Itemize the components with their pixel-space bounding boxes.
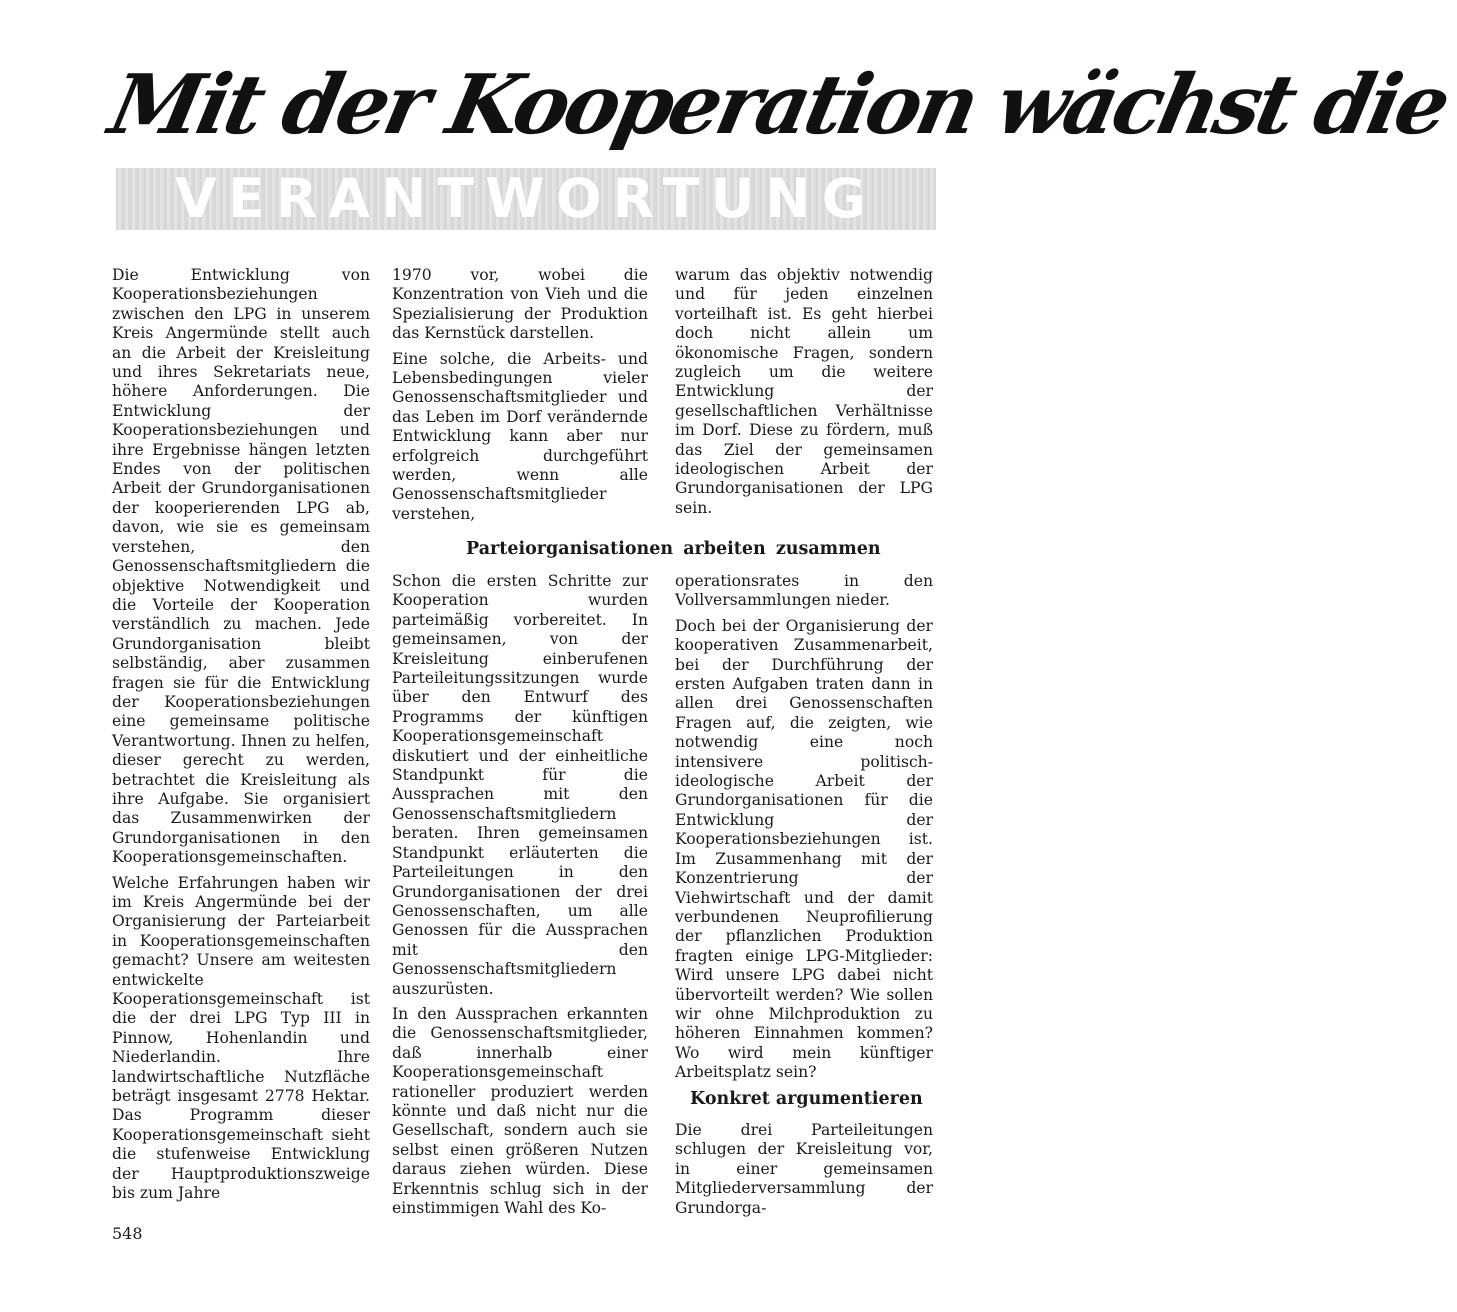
column-3-bottom [675,572,933,1089]
page-number: 548 [112,1224,143,1243]
paragraph: Eine solche, die Arbeits- und Lebensbedingungen vieler Genossenschaftsmitglieder und das Leben im Dorf verändernde Entwicklung kann aber nur erfolgreich durchgeführt werden, wenn alle Genossenschaftsmitglieder verstehen, [392,349,648,523]
column-2-top [392,266,648,530]
paragraph: Doch bei der Organisierung der kooperativen Zusammenarbeit, bei der Durchführung der ersten Aufgaben traten dann in allen drei Genossenschaften Fragen auf, die zeigten, wie notwendig eine noch intensivere politisch-ideologische Arbeit der Grundorganisationen für die Entwicklung der Kooperationsbeziehungen ist. Im Zusammenhang mit der Konzentrierung der Viehwirtschaft und der damit verbundenen Neuprofilierung der pflanzlichen Produktion fragten einige LPG-Mitglieder: Wird unsere LPG dabei nicht übervorteilt werden? Wie sollen wir ohne Milchproduktion zu höheren Einnahmen kommen? Wo wird mein künftiger Arbeitsplatz sein? [675,616,933,1082]
paragraph: Die drei Parteileitungen schlugen der Kreisleitung vor, in einer gemeinsamen Mitgliederversammlung der Grundorga- [675,1121,933,1217]
paragraph: In den Aussprachen erkannten die Genossenschaftsmitglieder, daß innerhalb einer Kooperationsgemeinschaft rationeller produziert werden könnte und daß nicht nur die Gesellschaft, sondern auch sie selbst einen größeren Nutzen daraus ziehen würden. Diese Erkenntnis schlug sich in der einstimmigen Wahl des Ko- [392,1004,648,1217]
headline-banner [116,168,936,230]
section-heading: Konkret argumentieren [690,1089,923,1109]
column-2-bottom [392,572,648,1224]
column-3-end [675,1121,933,1224]
paragraph: operationsrates in den Vollversammlungen nieder. [675,572,933,610]
paragraph: 1970 vor, wobei die Konzentration von Vieh und die Spezialisierung der Produktion das Kernstück darstellen. [392,266,648,343]
section-heading: Parteiorganisationen arbeiten zusammen [466,539,881,559]
headline-banner-word: VERANTWORTUNG [175,167,877,230]
paragraph: warum das objektiv notwendig und für jeden einzelnen vorteilhaft ist. Es geht hierbei doch nicht allein um ökonomische Fragen, sondern zugleich um die weitere Entwicklung der gesellschaftlichen Verhältnisse im Dorf. Diese zu fördern, muß das Ziel der gemeinsamen ideologischen Arbeit der Grundorganisationen der LPG sein. [675,266,933,517]
column-1 [112,266,370,1210]
paragraph: Welche Erfahrungen haben wir im Kreis Angermünde bei der Organisierung der Parteiarbeit in Kooperationsgemeinschaften gemacht? Unsere am weitesten entwickelte Kooperationsgemeinschaft ist die der drei LPG Typ III in Pinnow, Hohenlandin und Niederlandin. Ihre landwirtschaftliche Nutzfläche beträgt insgesamt 2778 Hektar. Das Programm dieser Kooperationsgemeinschaft sieht die stufenweise Entwicklung der Hauptproduktionszweige bis zum Jahre [112,873,370,1203]
paragraph: Die Entwicklung von Kooperationsbeziehungen zwischen den LPG in unserem Kreis Angermünde stellt auch an die Arbeit der Kreisleitung und ihres Sekretariats neue, höhere Anforderungen. Die Entwicklung der Kooperationsbeziehungen und ihre Ergebnisse hängen letzten Endes von der politischen Arbeit der Grundorganisationen der kooperierenden LPG ab, davon, wie sie es gemeinsam verstehen, den Genossenschaftsmitgliedern die objektive Notwendigkeit und die Vorteile der Kooperation verständlich zu machen. Jede Grundorganisation bleibt selbständig, aber zusammen fragen sie für die Entwicklung der Kooperationsbeziehungen eine gemeinsame politische Verantwortung. Ihnen zu helfen, dieser gerecht zu werden, betrachtet die Kreisleitung als ihre Aufgabe. Sie organisiert das Zusammenwirken der Grundorganisationen in den Kooperationsgemeinschaften. [112,266,370,867]
paragraph: Schon die ersten Schritte zur Kooperation wurden parteimäßig vorbereitet. In gemeinsamen, von der Kreisleitung einberufenen Parteileitungssitzungen wurde über den Entwurf des Programms der künftigen Kooperationsgemeinschaft diskutiert und der einheitliche Standpunkt für die Aussprachen mit den Genossenschaftsmitgliedern beraten. Ihren gemeinsamen Standpunkt erläuterten die Parteileitungen in den Grundorganisationen der drei Genossenschaften, um alle Genossen für die Aussprachen mit den Genossenschaftsmitgliedern auszurüsten. [392,572,648,998]
column-3-top [675,266,933,524]
headline-script: Mit der Kooperation wächst die [101,57,1455,153]
